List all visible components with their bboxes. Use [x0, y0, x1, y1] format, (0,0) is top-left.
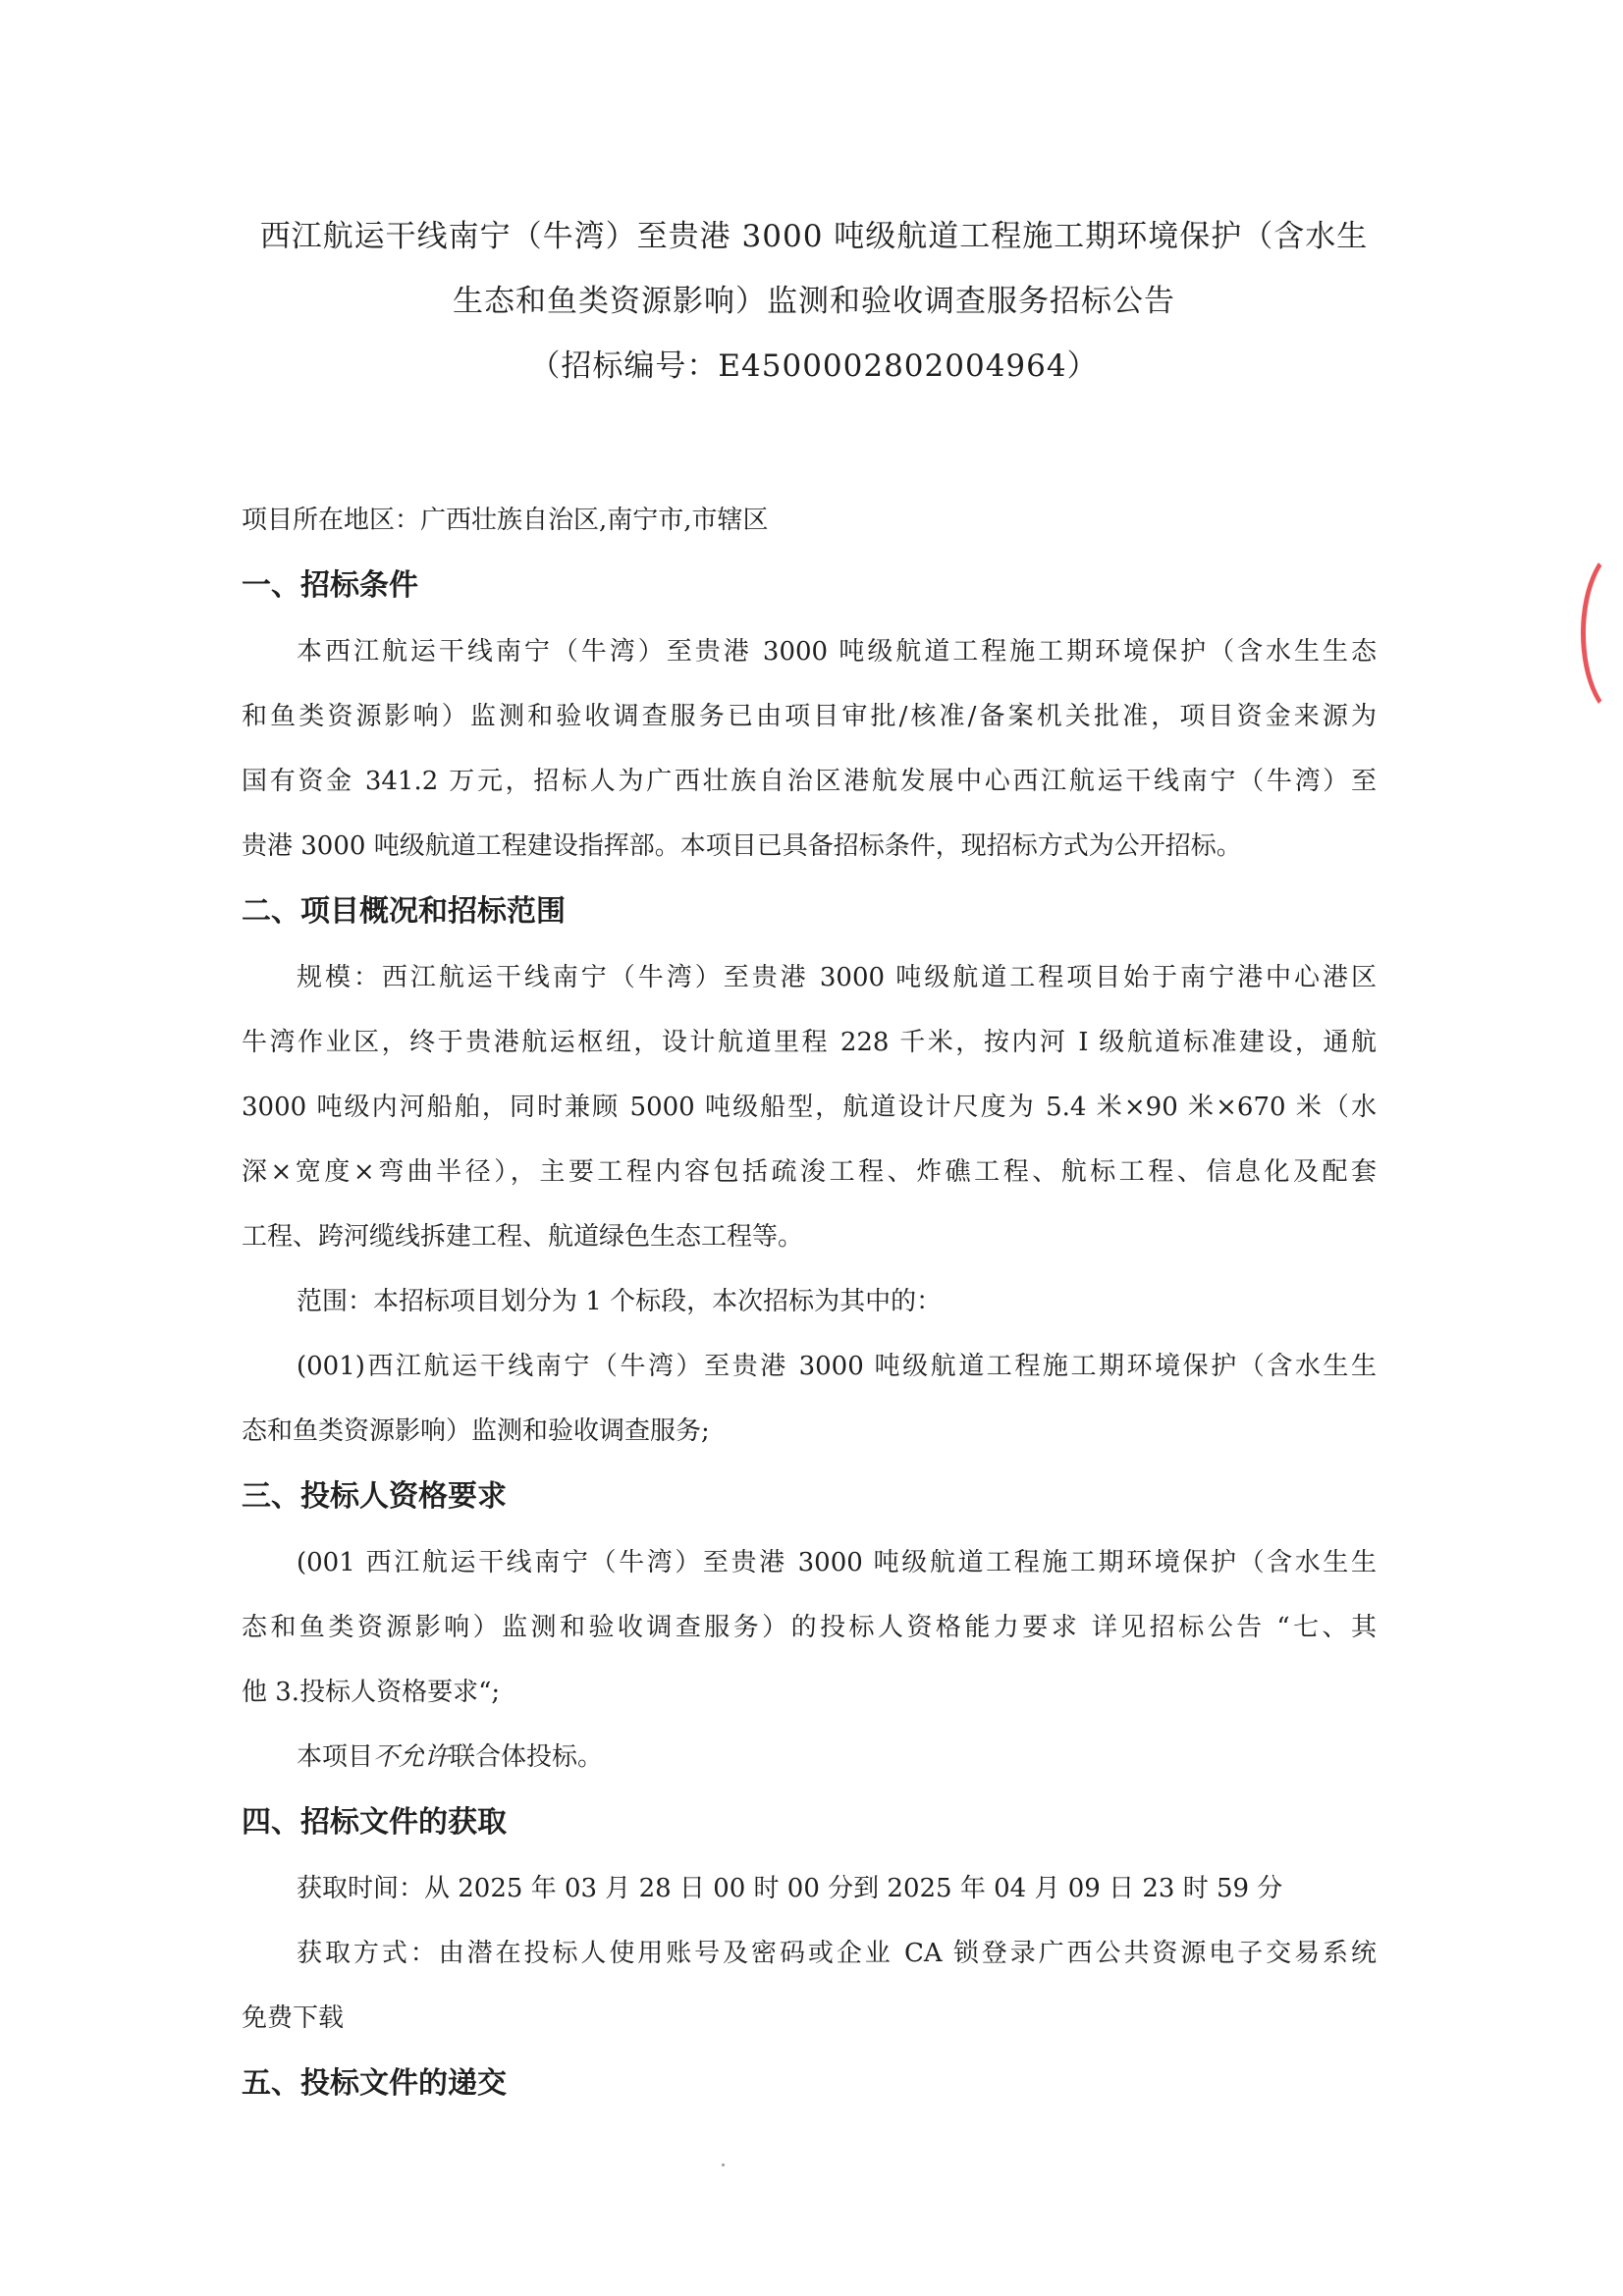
paragraph-line: 免费下载: [242, 2003, 345, 2033]
section-heading-2: 二、项目概况和招标范围: [242, 894, 566, 929]
paragraph-line: 国有资金 341.2 万元，招标人为广西壮族自治区港航发展中心西江航运干线南宁（牛湾）至: [242, 767, 1377, 796]
scope-line: 范围：本招标项目划分为 1 个标段，本次招标为其中的：: [297, 1287, 943, 1316]
title-line-2: 生态和鱼类资源影响）监测和验收调查服务招标公告: [453, 284, 1175, 319]
paragraph-line: 3000 吨级内河船舶，同时兼顾 5000 吨级船型，航道设计尺度为 5.4 米×90 米×670 米（水: [242, 1093, 1377, 1122]
paragraph-line: 牛湾作业区，终于贵港航运枢纽，设计航道里程 228 千米，按内河 I 级航道标准建设，通航: [242, 1028, 1377, 1057]
paragraph-line: (001)西江航运干线南宁（牛湾）至贵港 3000 吨级航道工程施工期环境保护（含水生生: [297, 1352, 1377, 1381]
document-body: [242, 488, 1377, 2117]
paragraph-line: 获取方式：由潜在投标人使用账号及密码或企业 CA 锁登录广西公共资源电子交易系统: [297, 1939, 1377, 1968]
section-heading-5: 五、投标文件的递交: [242, 2066, 507, 2101]
consortium-suffix: 联合体投标。: [450, 1742, 604, 1772]
paragraph-line: 态和鱼类资源影响）监测和验收调查服务）的投标人资格能力要求 详见招标公告 “七、其: [242, 1613, 1377, 1642]
section-heading-4: 四、招标文件的获取: [242, 1805, 507, 1840]
paragraph-line: 深×宽度×弯曲半径），主要工程内容包括疏浚工程、炸礁工程、航标工程、信息化及配套: [242, 1157, 1377, 1187]
paragraph-line: 和鱼类资源影响）监测和验收调查服务已由项目审批/核准/备案机关批准，项目资金来源为: [242, 702, 1377, 731]
paragraph-line: 态和鱼类资源影响）监测和验收调查服务;: [242, 1416, 710, 1446]
consortium-prefix: 本项目: [297, 1742, 374, 1772]
paragraph-line: 他 3.投标人资格要求“;: [242, 1678, 501, 1707]
consortium-italic: 不允许: [373, 1742, 451, 1772]
consortium-line: [242, 1725, 1377, 1789]
section-heading-3: 三、投标人资格要求: [242, 1479, 507, 1514]
document-title: [245, 204, 1382, 399]
tender-number: （招标编号：E4500002802004964）: [529, 348, 1099, 384]
paragraph-line: 工程、跨河缆线拆建工程、航道绿色生态工程等。: [242, 1222, 804, 1252]
acquisition-time: 获取时间：从 2025 年 03 月 28 日 00 时 00 分到 2025 年 04 月 09 日 23 时 59 分: [297, 1874, 1283, 1903]
paragraph-line: 本西江航运干线南宁（牛湾）至贵港 3000 吨级航道工程施工期环境保护（含水生生态: [297, 637, 1377, 667]
paragraph-line: (001 西江航运干线南宁（牛湾）至贵港 3000 吨级航道工程施工期环境保护（含水生生: [297, 1548, 1377, 1577]
scan-speck: [722, 2163, 725, 2166]
project-location: 项目所在地区：广西壮族自治区,南宁市,市辖区: [242, 506, 769, 535]
title-line-1: 西江航运干线南宁（牛湾）至贵港 3000 吨级航道工程施工期环境保护（含水生: [259, 219, 1369, 254]
section-heading-1: 一、招标条件: [242, 568, 418, 603]
paragraph-line: 贵港 3000 吨级航道工程建设指挥部。本项目已具备招标条件，现招标方式为公开招标。: [242, 831, 1242, 861]
red-seal-edge: [1581, 545, 1623, 721]
paragraph-line: 规模：西江航运干线南宁（牛湾）至贵港 3000 吨级航道工程项目始于南宁港中心港区: [297, 963, 1377, 992]
